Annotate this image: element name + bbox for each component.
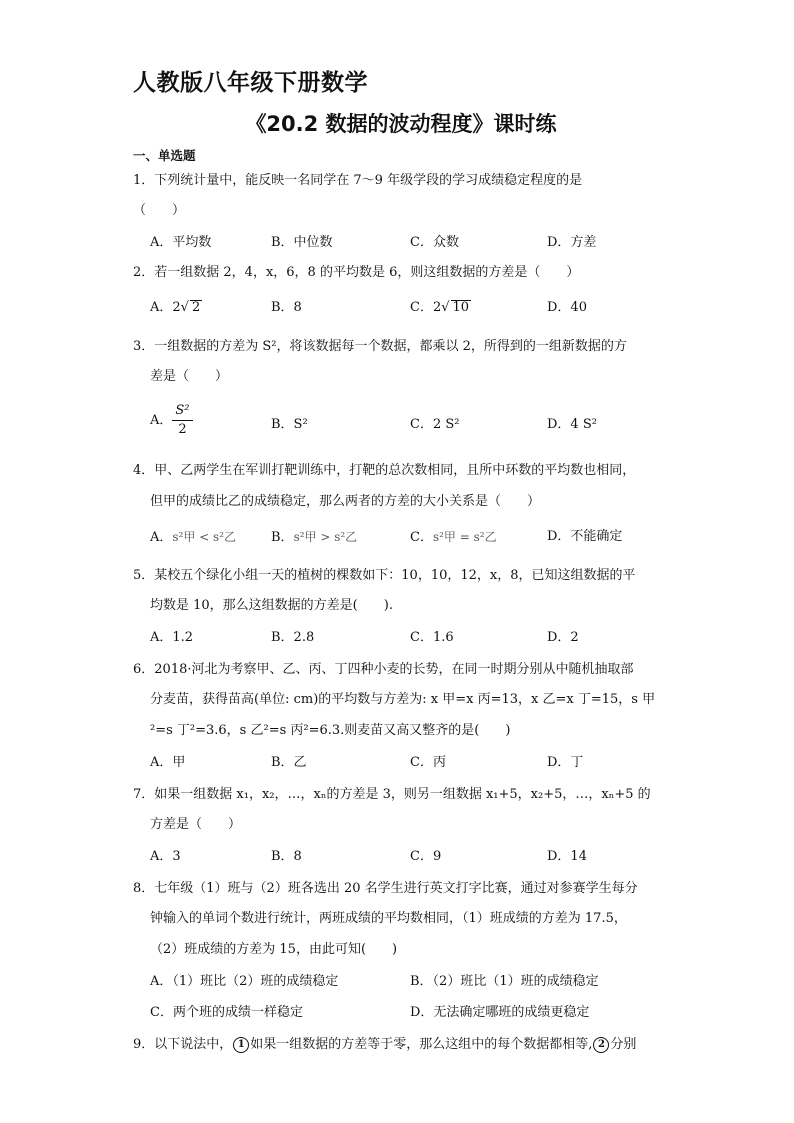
question-1-option-d: D．方差 [547,235,597,250]
question-9-intro: 9．以下说法中， [133,1037,233,1052]
question-1-option-c: C．众数 [410,235,459,250]
question-6-option-a: A．甲 [150,755,186,770]
question-7-option-a: A．3 [150,849,181,864]
question-9-statement-1: 如果一组数据的方差等于零，那么这组中的每个数据都相等, [250,1037,593,1052]
option-a-label: A．2 [150,300,181,315]
variance-comparison: s²甲 > s²乙 [293,530,358,544]
question-6-option-c: C．丙 [410,755,446,770]
question-3-option-c: C．2 S² [410,417,460,432]
question-5-text: 5．某校五个绿化小组一天的植树的棵数如下：10，10，12，x，8，已知这组数据的平 [133,568,636,583]
option-a-label: A． [150,413,173,428]
option-b-label: B． [271,530,294,545]
sqrt-radicand: 10 [452,300,470,315]
question-8-option-c: C．两个班的成绩一样稳定 [150,1005,303,1020]
fraction [172,402,192,439]
option-c-label: C．2 [410,300,442,315]
question-1-option-a: A．平均数 [150,235,212,250]
question-1-text-cont: （ ） [133,203,186,218]
question-8-text: 8．七年级（1）班与（2）班各选出 20 名学生进行英文打字比赛，通过对参赛学生每分 [133,881,638,896]
question-7-option-d: D．14 [547,849,587,864]
question-2-option-b: B．8 [271,300,302,315]
question-4-text: 4．甲、乙两学生在军训打靶训练中，打靶的总次数相同，且所中环数的平均数也相同， [133,463,636,478]
question-2-option-c: C．2√ 10 [410,300,470,315]
section-heading: 一、单选题 [133,148,196,163]
variance-comparison: s²甲 = s²乙 [432,530,497,544]
question-9-statement-2: 分别 [610,1037,637,1052]
question-2-option-a: A．2√ 2 [150,300,201,315]
question-7-text-cont: 方差是（ ） [150,817,242,832]
question-3-text: 3．一组数据的方差为 S²，将该数据每一个数据，都乘以 2，所得到的一组新数据的方 [133,339,627,354]
question-5-option-a: A．1.2 [150,630,194,645]
question-3-text-cont: 差是（ ） [150,369,229,384]
question-2-option-d: D．40 [547,300,587,315]
page-title: 人教版八年级下册数学 [133,70,368,96]
question-4-option-c [410,528,497,547]
question-2-text: 2．若一组数据 2，4，x，6，8 的平均数是 6，则这组数据的方差是（ ） [133,265,580,280]
question-4-option-d: D．不能确定 [547,529,623,544]
question-6-text: 6．2018·河北为考察甲、乙、丙、丁四种小麦的长势，在同一时期分别从中随机抽取部 [133,662,634,677]
question-8-text-cont-2: （2）班成绩的方差为 15，由此可知( ) [150,942,398,957]
question-7-text: 7．如果一组数据 x₁，x₂，…，xₙ的方差是 3，则另一组数据 x₁+5，x₂+5，…，xₙ+5 的 [133,787,651,802]
option-c-label: C． [410,530,433,545]
question-8-option-a: A．（1）班比（2）班的成绩稳定 [150,974,339,989]
question-5-text-cont: 均数是 10，那么这组数据的方差是( ). [150,598,393,613]
circled-number-2: 2 [593,1037,609,1053]
question-5-option-b: B．2.8 [271,630,315,645]
question-3-option-a [150,402,193,439]
sqrt-radicand: 2 [191,300,201,315]
question-4-option-a [150,528,236,547]
question-8-option-b: B．（2）班比（1）班的成绩稳定 [410,974,599,989]
question-6-option-d: D．丁 [547,755,584,770]
question-1-option-b: B．中位数 [271,235,333,250]
question-8-option-d: D．无法确定哪班的成绩更稳定 [410,1005,590,1020]
question-4-option-b [271,528,357,547]
option-a-label: A． [150,530,173,545]
question-6-option-b: B．乙 [271,755,307,770]
variance-comparison: s²甲 < s²乙 [172,530,237,544]
question-1-text: 1．下列统计量中，能反映一名同学在 7～9 年级学段的学习成绩稳定程度的是 [133,173,583,188]
question-6-text-cont-2: ²=s 丁²=3.6，s 乙²=s 丙²=6.3.则麦苗又高又整齐的是( ) [150,723,511,738]
question-7-option-b: B．8 [271,849,302,864]
question-8-text-cont: 钟输入的单词个数进行统计，两班成绩的平均数相同，（1）班成绩的方差为 17.5， [150,911,627,926]
fraction-numerator: S² [172,402,192,421]
question-6-text-cont: 分麦苗，获得苗高(单位: cm)的平均数与方差为: x 甲=x 丙=13，x 乙=x 丁=15，s 甲 [150,692,656,707]
question-5-option-d: D．2 [547,630,579,645]
question-3-option-b: B．S² [271,417,308,432]
circled-number-1: 1 [233,1037,249,1053]
question-5-option-c: C．1.6 [410,630,454,645]
question-4-text-cont: 但甲的成绩比乙的成绩稳定，那么两者的方差的大小关系是（ ） [150,494,541,509]
question-3-option-d: D．4 S² [547,417,597,432]
fraction-denominator: 2 [178,422,187,437]
page-subtitle: 《20.2 数据的波动程度》课时练 [245,112,557,136]
question-9-text [133,1036,636,1054]
question-7-option-c: C．9 [410,849,442,864]
